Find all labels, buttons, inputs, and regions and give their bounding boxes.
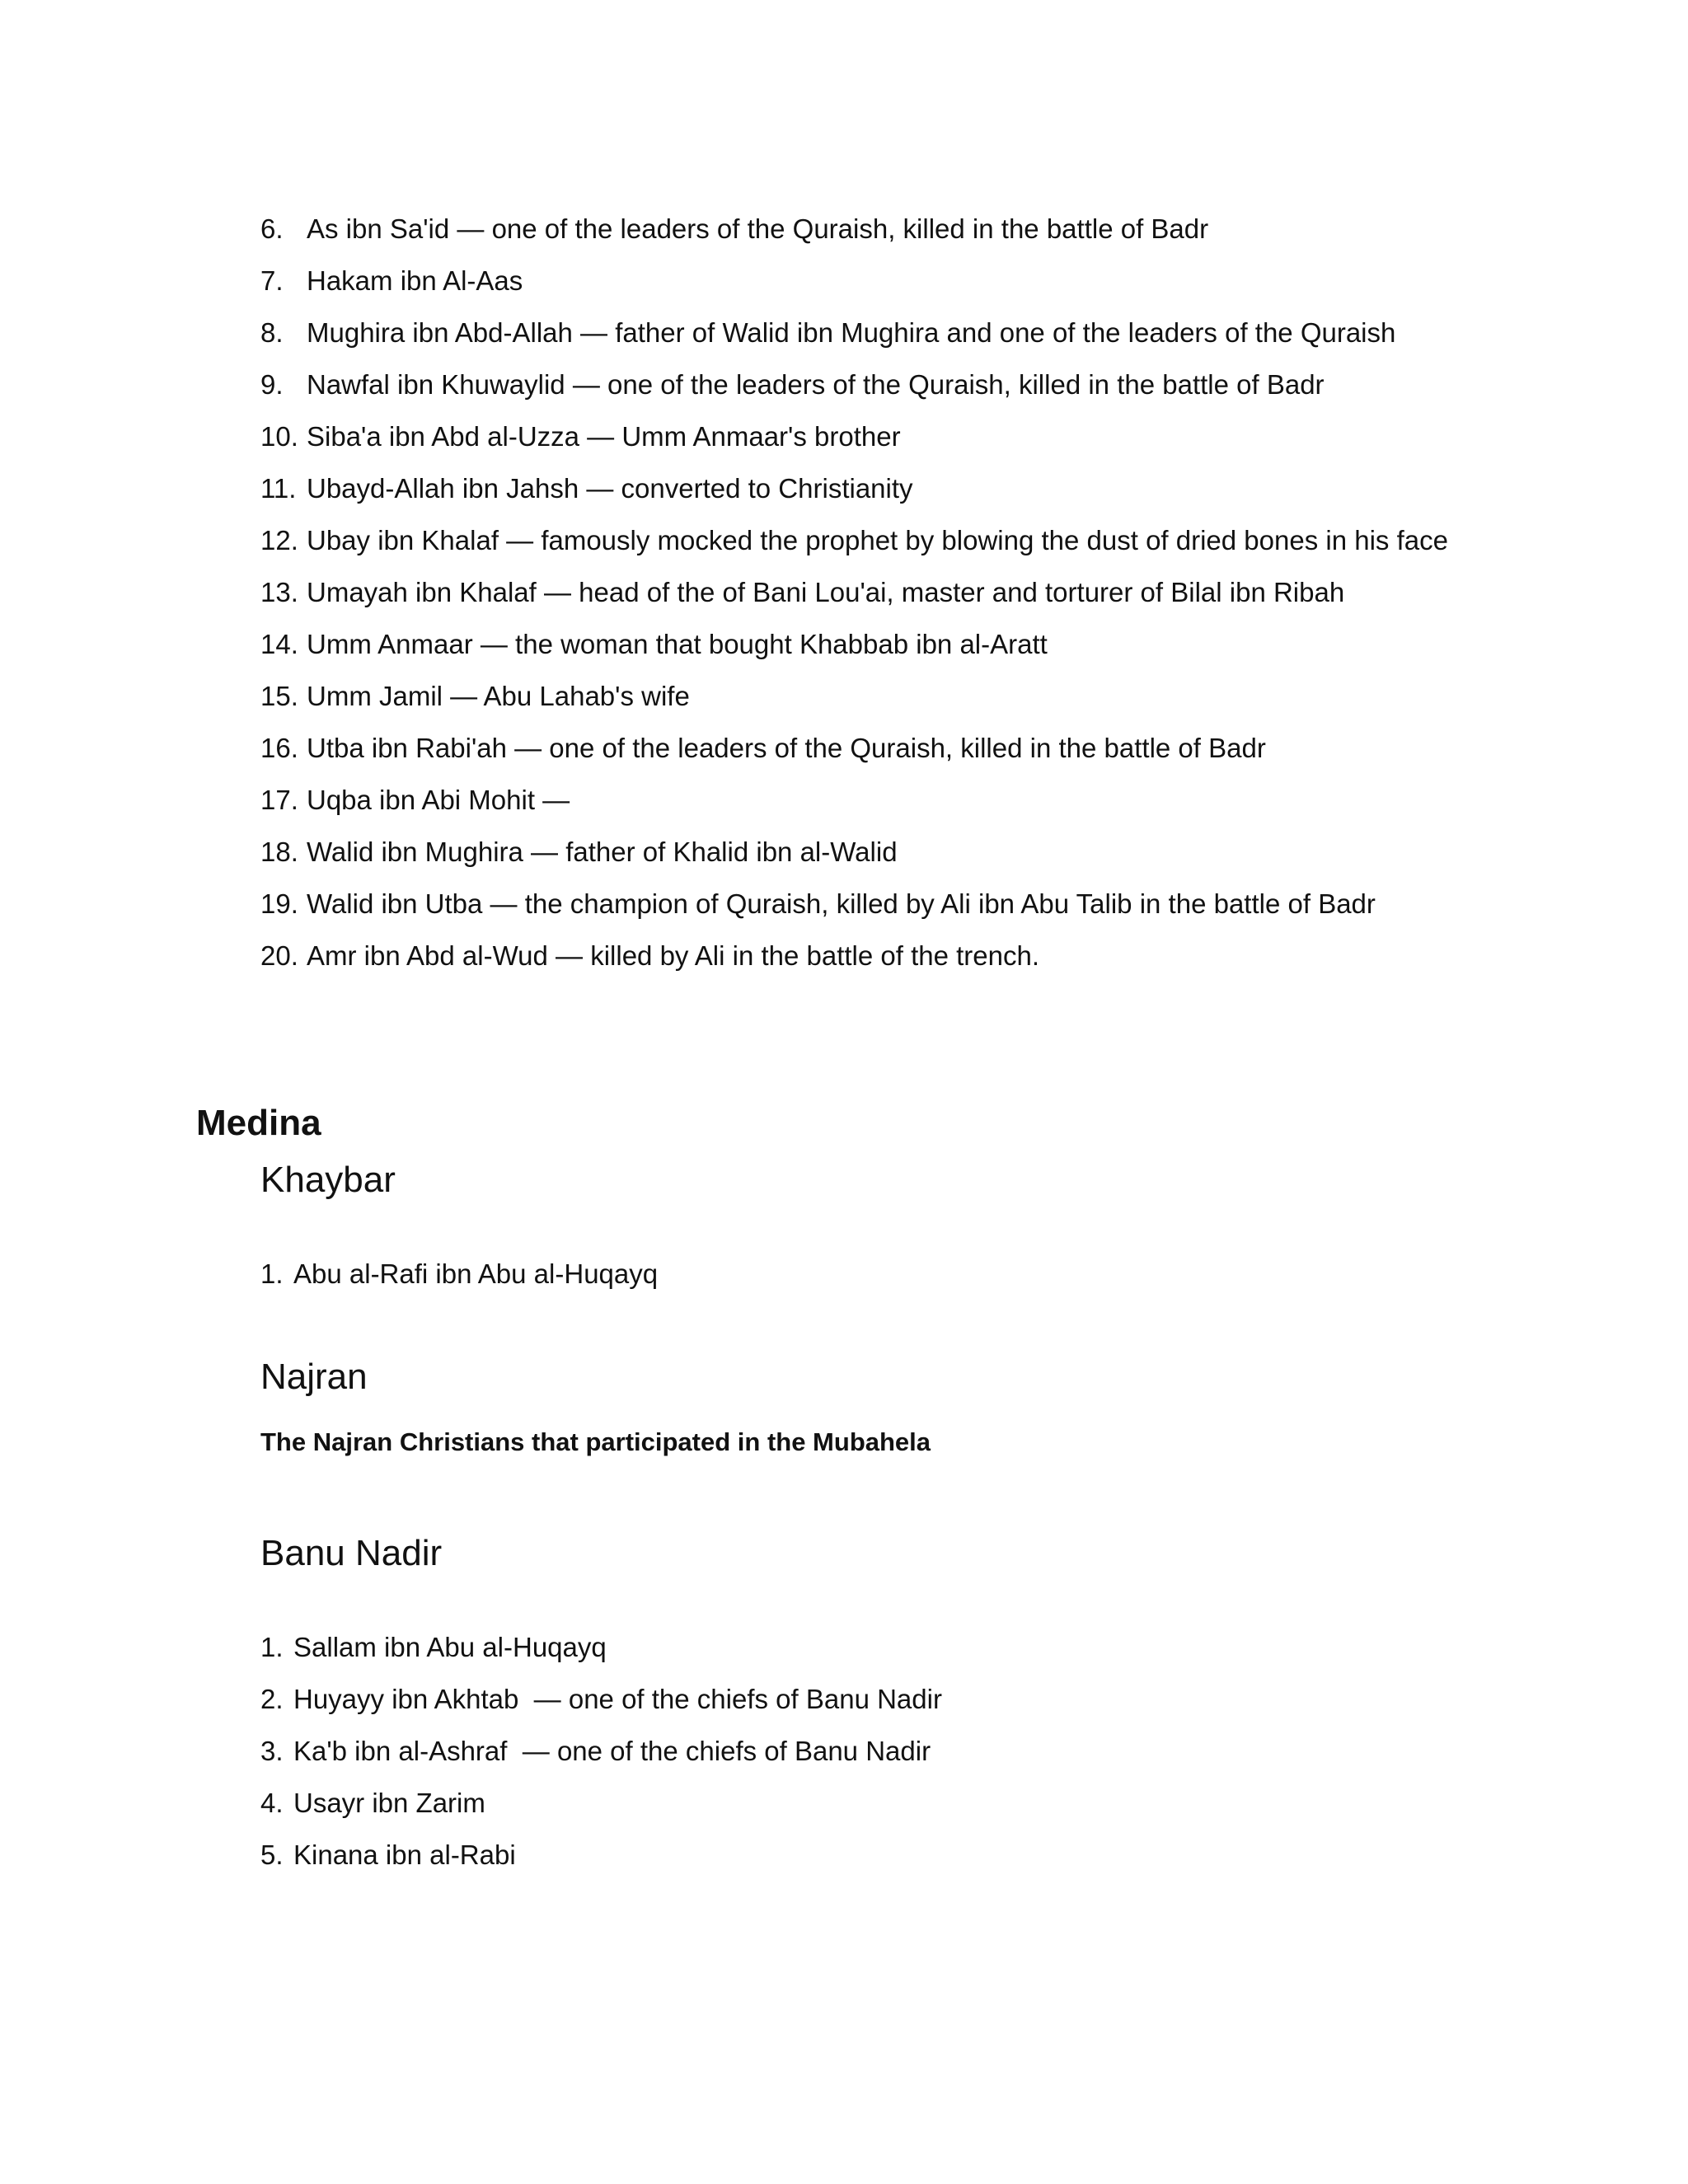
list-number: 10. xyxy=(260,421,298,452)
list-item xyxy=(260,784,570,817)
list-text: Walid ibn Utba — the champion of Quraish, killed by Ali ibn Abu Talib in the battle of Badr xyxy=(307,888,1376,919)
list-text: Siba'a ibn Abd al-Uzza — Umm Anmaar's brother xyxy=(307,421,901,452)
list-item xyxy=(260,576,1344,609)
list-text: Mughira ibn Abd-Allah — father of Walid ibn Mughira and one of the leaders of the Quraish xyxy=(307,317,1396,348)
list-number: 1. xyxy=(260,1258,284,1289)
list-item xyxy=(260,420,901,453)
list-item xyxy=(260,265,523,298)
list-number: 19. xyxy=(260,888,298,919)
list-item xyxy=(260,1787,485,1820)
list-number: 16. xyxy=(260,733,298,763)
list-number: 2. xyxy=(260,1684,284,1714)
list-number: 12. xyxy=(260,525,298,555)
list-number: 17. xyxy=(260,785,298,815)
list-item xyxy=(260,940,1039,972)
list-text: Sallam ibn Abu al-Huqayq xyxy=(293,1632,607,1662)
list-item xyxy=(260,1258,658,1291)
list-number: 3. xyxy=(260,1736,284,1766)
najran-note: The Najran Christians that participated in the Mubahela xyxy=(260,1427,931,1456)
list-text: Walid ibn Mughira — father of Khalid ibn al-Walid xyxy=(307,837,898,867)
list-number: 7. xyxy=(260,265,284,296)
subheading-banu-nadir: Banu Nadir xyxy=(260,1533,443,1573)
list-text: Nawfal ibn Khuwaylid — one of the leaders of the Quraish, killed in the battle of Badr xyxy=(307,369,1325,400)
list-number: 8. xyxy=(260,317,284,348)
list-item xyxy=(260,316,1395,349)
list-item xyxy=(260,368,1325,401)
list-number: 15. xyxy=(260,681,298,711)
list-item xyxy=(260,1683,942,1716)
list-item xyxy=(260,472,913,505)
list-text: Usayr ibn Zarim xyxy=(293,1788,485,1818)
list-number: 11. xyxy=(260,473,297,504)
list-item xyxy=(260,1839,516,1872)
subheading-najran: Najran xyxy=(260,1357,368,1397)
list-item xyxy=(260,836,898,869)
list-item xyxy=(260,1735,931,1768)
list-text: Hakam ibn Al-Aas xyxy=(307,265,523,296)
list-item xyxy=(260,1631,607,1664)
list-item xyxy=(260,213,1208,246)
list-number: 18. xyxy=(260,837,298,867)
list-text: Abu al-Rafi ibn Abu al-Huqayq xyxy=(293,1258,659,1289)
list-number: 6. xyxy=(260,213,284,244)
list-text: Amr ibn Abd al-Wud — killed by Ali in the battle of the trench. xyxy=(307,940,1040,971)
list-text: As ibn Sa'id — one of the leaders of the Quraish, killed in the battle of Badr xyxy=(307,213,1209,244)
list-text: Ubayd-Allah ibn Jahsh — converted to Christianity xyxy=(307,473,913,504)
list-number: 9. xyxy=(260,369,284,400)
list-text: Ubay ibn Khalaf — famously mocked the prophet by blowing the dust of dried bones in his face xyxy=(307,525,1448,555)
list-item xyxy=(260,680,690,713)
section-title-medina: Medina xyxy=(196,1103,321,1143)
list-item xyxy=(260,732,1266,765)
list-item xyxy=(260,524,1448,557)
list-number: 20. xyxy=(260,940,298,971)
list-text: Huyayy ibn Akhtab — one of the chiefs of Banu Nadir xyxy=(293,1684,942,1714)
list-text: Utba ibn Rabi'ah — one of the leaders of the Quraish, killed in the battle of Badr xyxy=(307,733,1266,763)
subheading-khaybar: Khaybar xyxy=(260,1160,396,1200)
list-text: Umm Jamil — Abu Lahab's wife xyxy=(307,681,690,711)
list-text: Uqba ibn Abi Mohit — xyxy=(307,785,570,815)
list-number: 14. xyxy=(260,629,298,659)
list-text: Ka'b ibn al-Ashraf — one of the chiefs of Banu Nadir xyxy=(293,1736,931,1766)
list-number: 4. xyxy=(260,1788,284,1818)
list-item xyxy=(260,888,1376,921)
list-number: 13. xyxy=(260,577,298,607)
list-number: 5. xyxy=(260,1840,284,1870)
list-text: Umm Anmaar — the woman that bought Khabbab ibn al-Aratt xyxy=(307,629,1048,659)
list-text: Umayah ibn Khalaf — head of the of Bani Lou'ai, master and torturer of Bilal ibn Ribah xyxy=(307,577,1345,607)
list-text: Kinana ibn al-Rabi xyxy=(293,1840,516,1870)
list-number: 1. xyxy=(260,1632,284,1662)
list-item xyxy=(260,628,1048,661)
